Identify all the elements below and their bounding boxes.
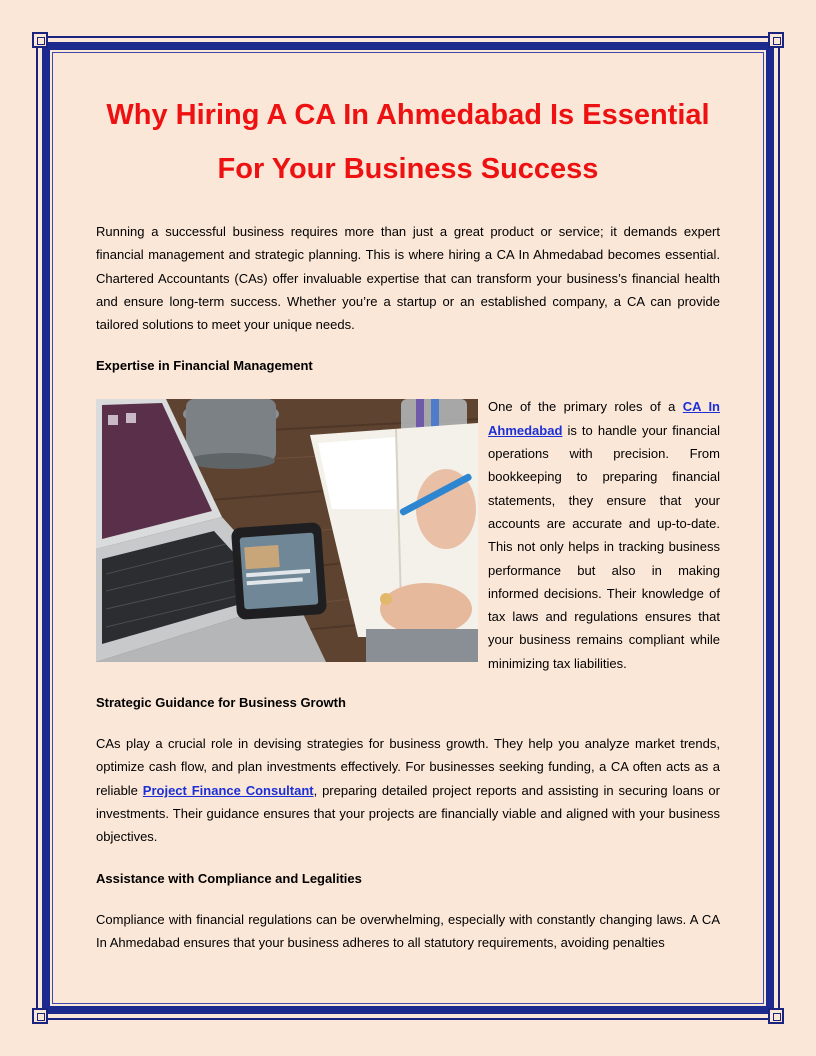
title-line-2: For Your Business Success — [217, 153, 599, 185]
section-heading-strategic-guidance: Strategic Guidance for Business Growth — [96, 695, 346, 711]
intro-paragraph: Running a successful business requires more than just a great product or service; it demands expert financial management and strategic planning. This is where hiring a CA In Ahmedabad becomes essential. Chartered Accountants (CAs) offer invaluable expertise that can transform your business’s financial health and ensure long-term success. Whether you’re a startup or an established company, a CA can provide tailored solutions to meet your unique needs. — [96, 224, 720, 333]
border-corner-ornament — [32, 32, 48, 48]
financial-text-start: One of the primary roles of a — [488, 399, 683, 415]
document-body — [96, 88, 720, 954]
strategic-text-end: , preparing detailed project reports and assisting in securing loans or investments. Their guidance ensures that your projects are financially viable and aligned with your business objectives. — [96, 782, 720, 845]
strategic-guidance-paragraph — [96, 732, 720, 848]
section-heading-financial-management: Expertise in Financial Management — [96, 358, 313, 374]
strategic-text-start: CAs play a crucial role in devising strategies for business growth. They help you analyze market trends, optimize cash flow, and plan investments effectively. For businesses seeking funding, a CA often acts as a reliable — [96, 736, 720, 798]
border-corner-ornament — [32, 1008, 48, 1024]
border-corner-ornament — [768, 32, 784, 48]
section-heading-compliance: Assistance with Compliance and Legalities — [96, 870, 362, 886]
title-line-1: Why Hiring A CA In Ahmedabad Is Essential — [106, 99, 710, 131]
page-title — [96, 88, 720, 196]
section-financial-management — [96, 399, 720, 675]
ca-in-ahmedabad-link[interactable]: CA In Ahmedabad — [488, 399, 720, 438]
project-finance-consultant-link[interactable]: Project Finance Consultant — [142, 782, 314, 798]
compliance-paragraph: Compliance with financial regulations can be overwhelming, especially with constantly changing laws. A CA In Ahmedabad ensures that your business adheres to all statutory requirements, avoiding penalties — [96, 911, 720, 950]
border-corner-ornament — [768, 1008, 784, 1024]
photo-laptop-phone-notebook-icon — [96, 399, 478, 662]
financial-text-end: is to handle your financial operations with precision. From bookkeeping to preparing financial statements, they ensure that your accounts are accurate and up-to-date. This not only helps in tracking business performance but also in making informed decisions. Their knowledge of tax laws and regulations ensures that your business remains compliant while minimizing tax liabilities. — [488, 422, 720, 671]
